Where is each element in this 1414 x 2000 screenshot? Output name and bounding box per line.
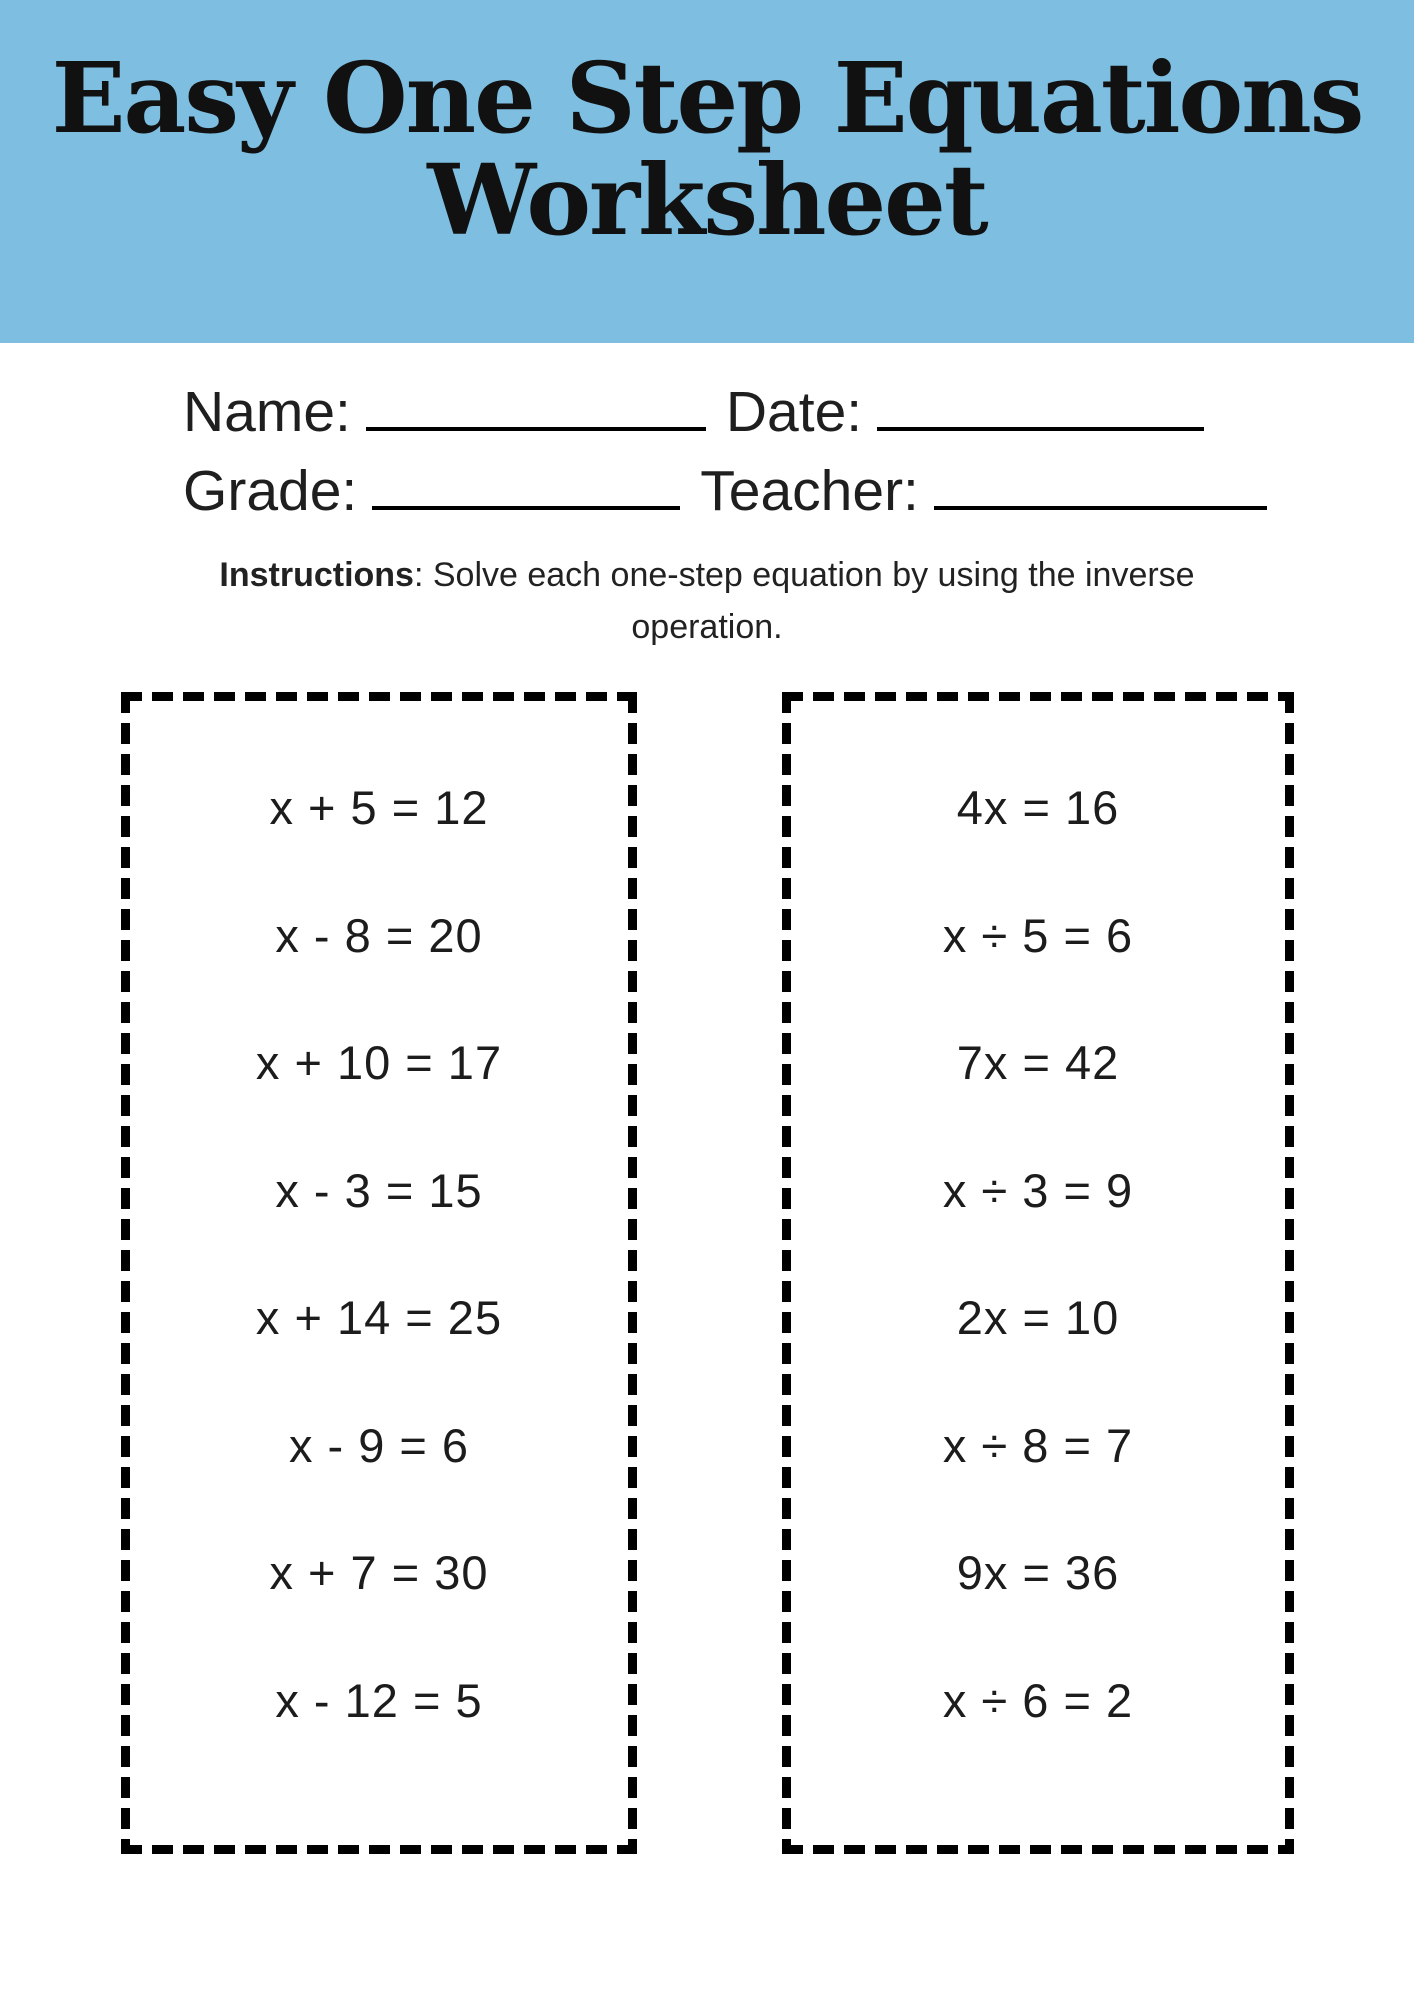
equation: 7x = 42	[956, 1036, 1120, 1090]
date-blank-line	[877, 427, 1204, 431]
equation: 4x = 16	[956, 781, 1120, 835]
box-border-top	[121, 692, 637, 701]
equation: x ÷ 8 = 7	[942, 1418, 1134, 1472]
name-label: Name:	[183, 380, 351, 444]
equation: 2x = 10	[956, 1291, 1120, 1345]
worksheet-title	[0, 41, 1414, 257]
instructions-label: Instructions	[219, 556, 414, 594]
instructions-line-1: : Solve each one-step equation by using the inverse	[413, 556, 1195, 594]
teacher-blank-line	[934, 506, 1267, 510]
equation: x - 3 = 15	[275, 1163, 483, 1217]
equation: x ÷ 5 = 6	[942, 908, 1134, 962]
name-date-row	[183, 379, 1414, 458]
equation: x + 5 = 12	[269, 781, 489, 835]
problems-area	[0, 692, 1414, 1854]
equation: x + 10 = 17	[255, 1036, 503, 1090]
instructions-line-2: operation.	[631, 608, 783, 646]
right-problem-box	[782, 692, 1294, 1854]
equation: x ÷ 6 = 2	[942, 1673, 1134, 1727]
equation: x + 7 = 30	[269, 1546, 489, 1600]
equation: x ÷ 3 = 9	[942, 1163, 1134, 1217]
title-line-1: Easy One Step Equations	[51, 41, 1363, 155]
grade-blank-line	[372, 506, 680, 510]
equation: 9x = 36	[956, 1546, 1120, 1600]
equation: x - 8 = 20	[275, 908, 483, 962]
date-label: Date:	[725, 380, 863, 444]
box-border-bottom	[782, 1845, 1294, 1854]
box-border-right	[628, 692, 637, 1854]
left-problem-box	[121, 692, 637, 1854]
equation: x - 9 = 6	[288, 1418, 470, 1472]
name-blank-line	[366, 427, 706, 431]
equation: x + 14 = 25	[255, 1291, 503, 1345]
grade-label: Grade:	[183, 459, 358, 523]
student-info-section	[0, 343, 1414, 537]
grade-teacher-row	[183, 458, 1414, 537]
box-border-top	[782, 692, 1294, 701]
title-banner	[0, 0, 1414, 343]
box-border-bottom	[121, 1845, 637, 1854]
box-border-right	[1285, 692, 1294, 1854]
box-border-left	[121, 692, 130, 1854]
box-border-left	[782, 692, 791, 1854]
title-line-2: Worksheet	[427, 142, 987, 257]
instructions-text	[0, 549, 1414, 653]
teacher-label: Teacher:	[700, 459, 919, 523]
equation: x - 12 = 5	[275, 1673, 483, 1727]
